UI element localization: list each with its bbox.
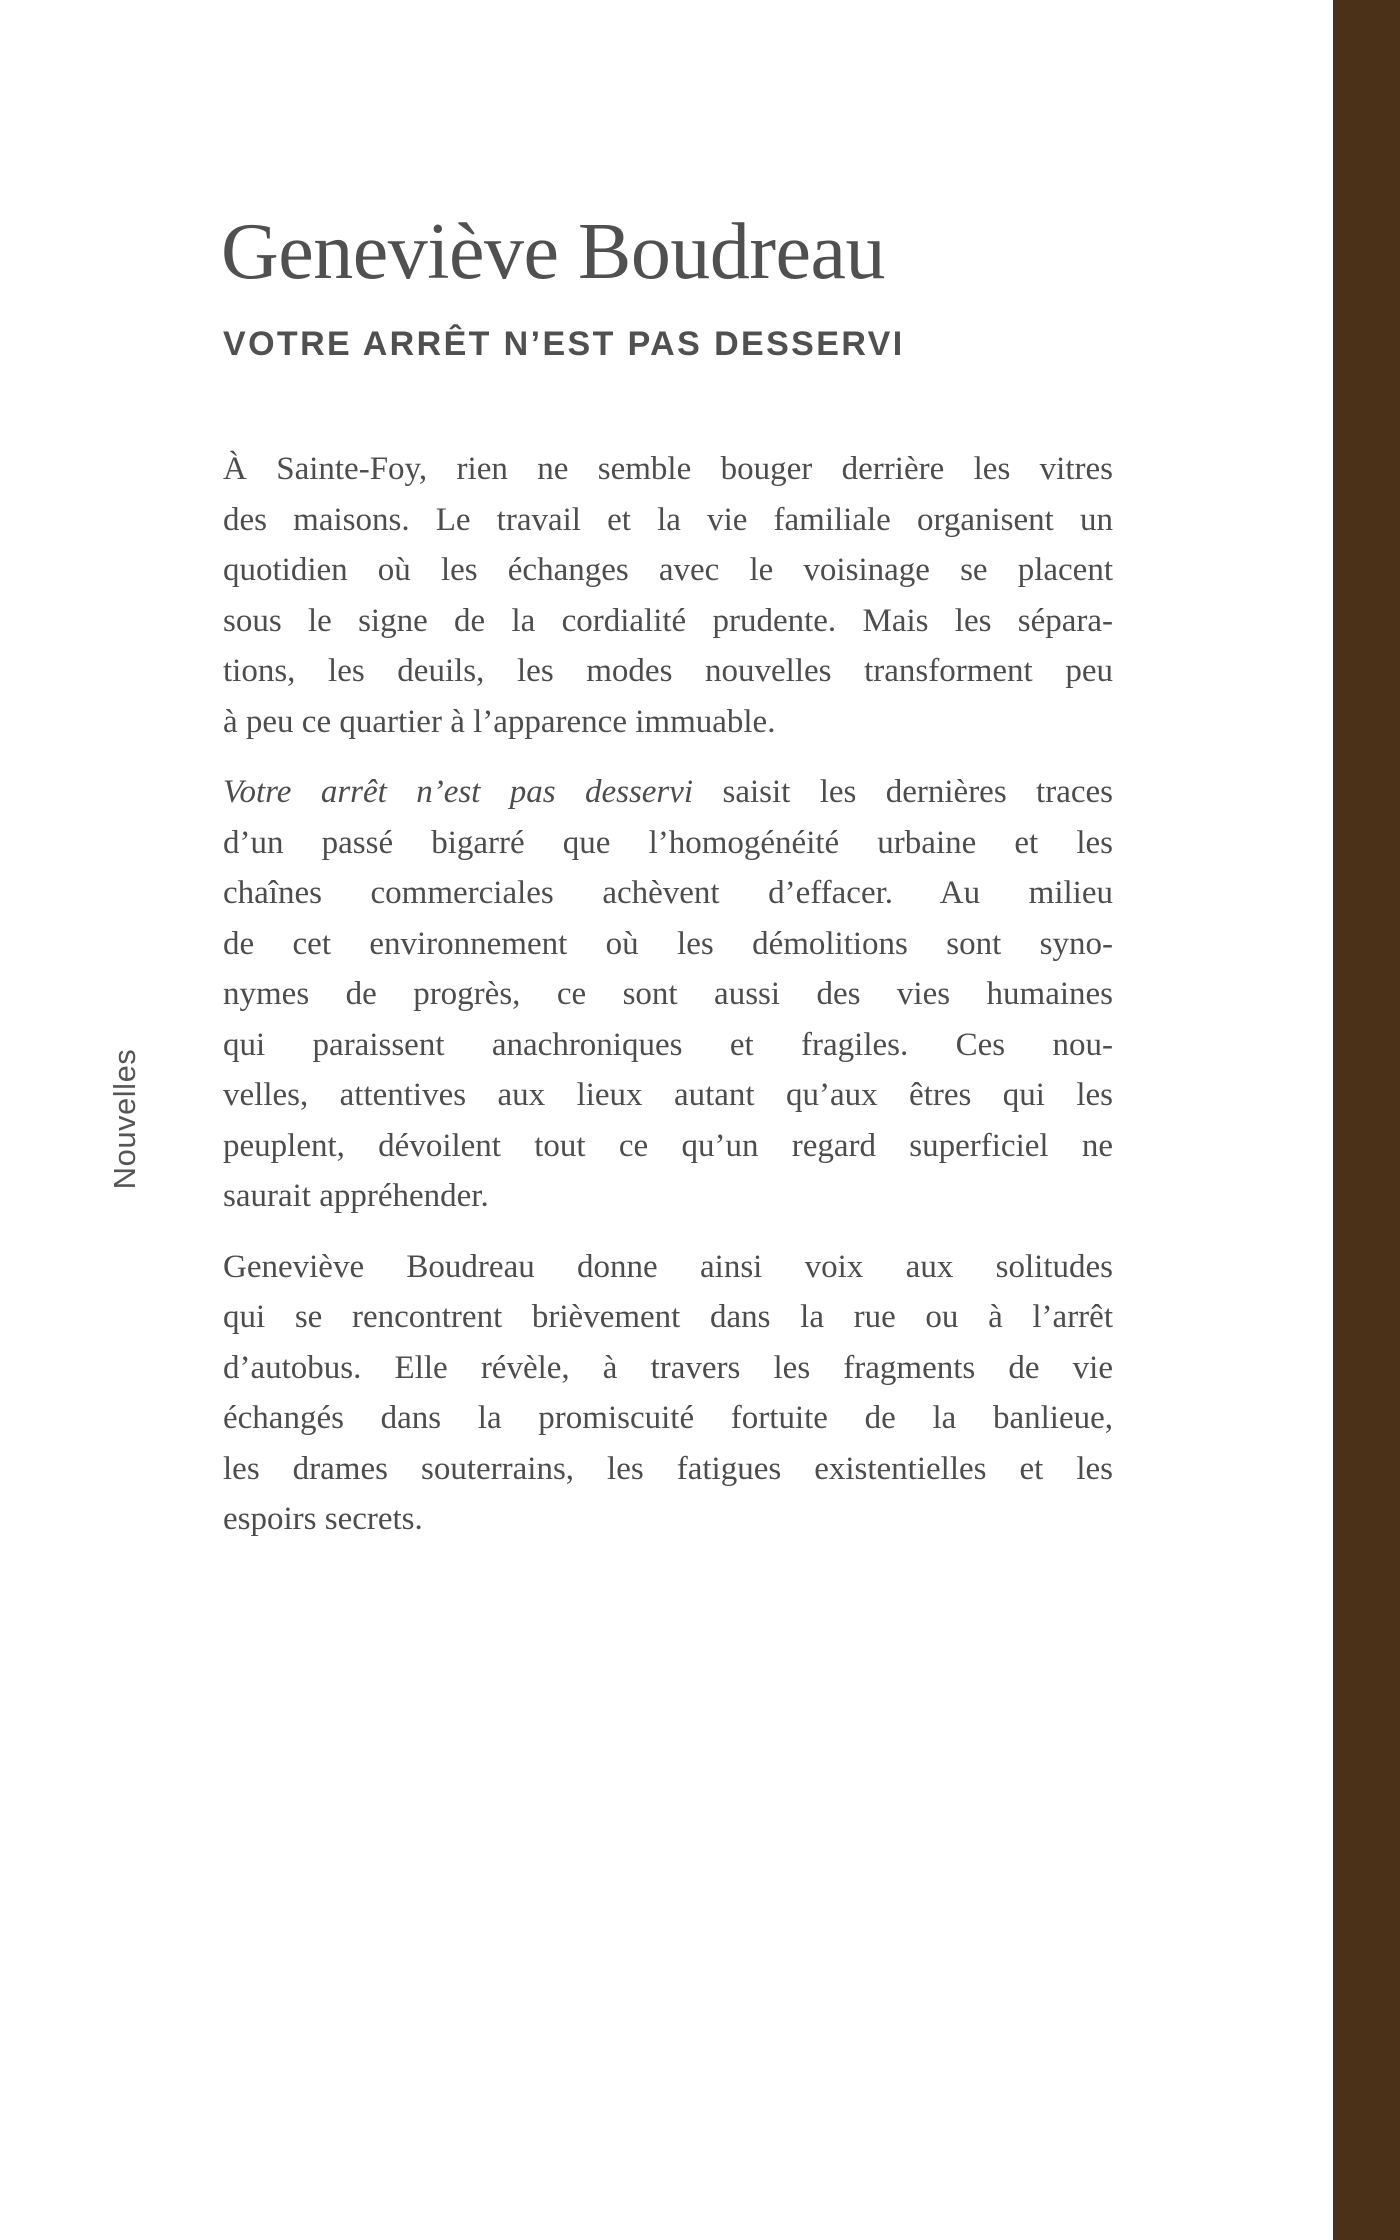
text-line: Geneviève Boudreau donne ainsi voix aux solitudes: [223, 1248, 1113, 1285]
text-line: peuplent, dévoilent tout ce qu’un regard superficiel ne: [223, 1127, 1113, 1164]
text-line: saurait appréhender.: [223, 1178, 489, 1214]
text-line: chaînes commerciales achèvent d’effacer. Au milieu: [223, 875, 1113, 911]
genre-label: Nouvelles: [107, 1048, 142, 1190]
text-line: à peu ce quartier à l’apparence immuable.: [223, 703, 776, 740]
blurb-paragraph-1: [223, 444, 1113, 747]
text-line: d’autobus. Elle révèle, à travers les fragments de vie: [223, 1349, 1113, 1386]
text-line: sous le signe de la cordialité prudente. Mais les sépara-: [223, 602, 1113, 639]
spine-color-strip: [1333, 0, 1400, 2240]
author-name: Geneviève Boudreau: [221, 208, 886, 296]
blurb-paragraph-3: [223, 1242, 1113, 1545]
text-line: échangés dans la promiscuité fortuite de la banlieue,: [223, 1400, 1113, 1436]
text-line: À Sainte-Foy, rien ne semble bouger derrière les vitres: [223, 451, 1113, 487]
text-line: quotidien où les échanges avec le voisinage se placent: [223, 552, 1113, 588]
book-title: VOTRE ARRÊT N’EST PAS DESSERVI: [223, 325, 905, 363]
text-line: des maisons. Le travail et la vie familiale organisent un: [223, 501, 1113, 538]
text-line: d’un passé bigarré que l’homogénéité urbaine et les: [223, 824, 1113, 861]
text-line: de cet environnement où les démolitions sont syno-: [223, 925, 1113, 962]
text-line: les drames souterrains, les fatigues existentielles et les: [223, 1450, 1113, 1487]
text-line: qui paraissent anachroniques et fragiles. Ces nou-: [223, 1026, 1113, 1063]
text-line: tions, les deuils, les modes nouvelles transforment peu: [223, 653, 1113, 689]
text-line: nymes de progrès, ce sont aussi des vies humaines: [223, 976, 1113, 1012]
text-run: saisit les dernières traces: [693, 774, 1113, 810]
blurb-paragraph-2: [223, 767, 1113, 1222]
text-line: espoirs secrets.: [223, 1501, 423, 1537]
text-line: [223, 767, 1113, 818]
text-line: velles, attentives aux lieux autant qu’aux êtres qui les: [223, 1077, 1113, 1113]
text-line: qui se rencontrent brièvement dans la rue ou à l’arrêt: [223, 1299, 1113, 1335]
blurb: [223, 444, 1113, 1565]
italic-book-title: Votre arrêt n’est pas desservi: [223, 774, 694, 810]
